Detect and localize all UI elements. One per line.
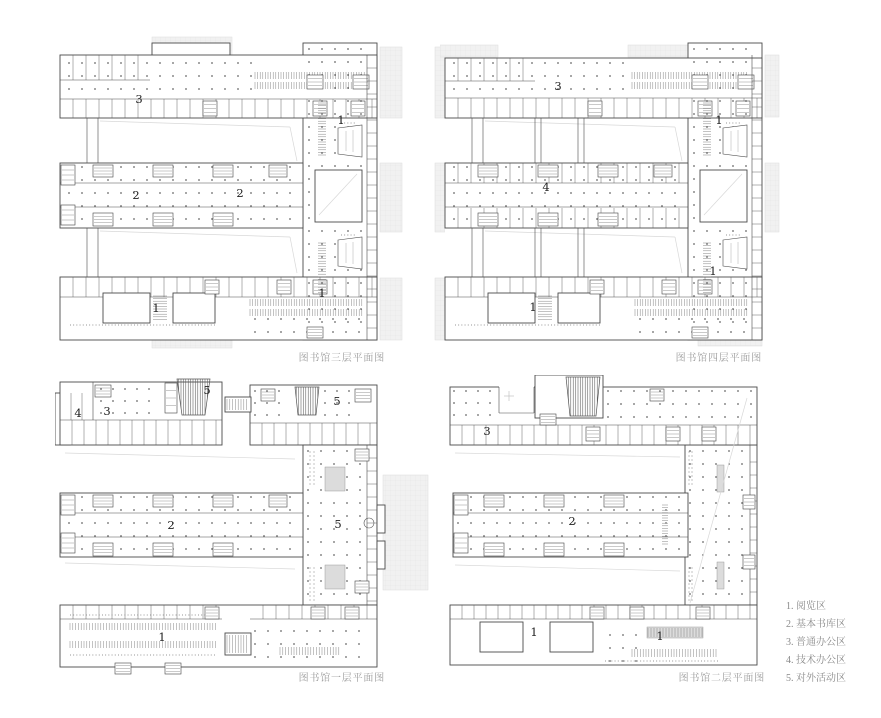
floor-plan-third-floor	[55, 15, 445, 350]
legend-item-general-office-area: 3. 普通办公区	[786, 637, 846, 648]
plan-caption-second-floor: 图书馆二层平面图	[678, 673, 765, 684]
legend-item-technical-office-area: 4. 技术办公区	[786, 655, 846, 666]
floor-plan-second-floor	[440, 375, 830, 685]
plan-caption-third-floor: 图书馆三层平面图	[298, 353, 385, 364]
zone-labels	[55, 15, 445, 350]
zone-label-1: 1	[530, 624, 538, 639]
zone-label-3: 3	[135, 91, 143, 106]
floor-plan-fourth-floor	[440, 15, 830, 350]
legend	[786, 598, 846, 688]
zone-labels	[440, 15, 830, 350]
zone-labels	[440, 375, 830, 685]
zone-label-1: 1	[158, 629, 166, 644]
zone-label-1: 1	[656, 628, 664, 643]
zone-label-2: 2	[236, 185, 244, 200]
zone-label-1: 1	[152, 300, 160, 315]
legend-item-public-activity-area: 5. 对外活动区	[786, 673, 846, 684]
zone-label-1: 1	[709, 263, 717, 278]
plan-caption-first-floor: 图书馆一层平面图	[298, 673, 385, 684]
legend-item-stack-area: 2. 基本书库区	[786, 619, 846, 630]
zone-label-1: 1	[529, 299, 537, 314]
zone-label-5: 5	[334, 516, 342, 531]
plan-caption-fourth-floor: 图书馆四层平面图	[675, 353, 762, 364]
zone-label-3: 3	[554, 78, 562, 93]
zone-label-4: 4	[542, 179, 550, 194]
zone-label-2: 2	[132, 187, 140, 202]
zone-label-2: 2	[568, 513, 576, 528]
floor-plan-first-floor	[55, 375, 445, 685]
zone-labels	[55, 375, 445, 685]
zone-label-4: 4	[74, 405, 82, 420]
zone-label-1: 1	[337, 112, 345, 127]
zone-label-2: 2	[167, 517, 175, 532]
zone-label-5: 5	[203, 382, 211, 397]
legend-item-reading-area: 1. 阅览区	[786, 601, 826, 612]
zone-label-3: 3	[483, 423, 491, 438]
zone-label-1: 1	[715, 112, 723, 127]
zone-label-3: 3	[103, 403, 111, 418]
zone-label-5: 5	[333, 393, 341, 408]
zone-label-1: 1	[318, 285, 326, 300]
